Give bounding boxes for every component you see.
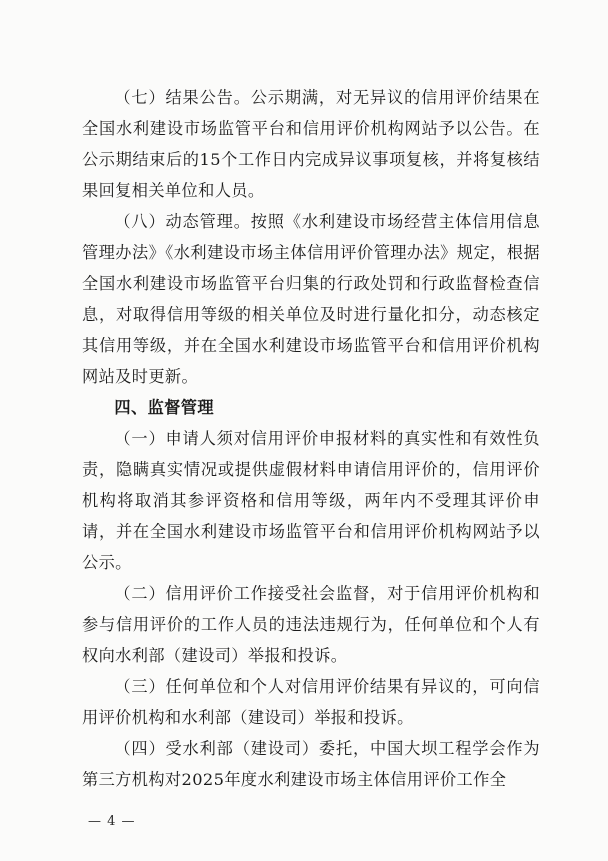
document-body (82, 82, 540, 795)
paragraph-supervision-4: （四）受水利部（建设司）委托，中国大坝工程学会作为第三方机构对2025年度水利建设市场主体信用评价工作全 (82, 739, 540, 789)
paragraph-supervision-2: （二）信用评价工作接受社会监督，对于信用评价机构和参与信用评价的工作人员的违法违规行为，任何单位和个人有权向水利部（建设司）举报和投诉。 (82, 584, 540, 665)
paragraph-supervision-1: （一）申请人须对信用评价申报材料的真实性和有效性负责，隐瞒真实情况或提供虚假材料申请信用评价的，信用评价机构将取消其参评资格和信用等级，两年内不受理其评价申请，并在全国水利建设市场监管平台和信用评价机构网站予以公示。 (82, 429, 540, 572)
section-heading-supervision: 四、监督管理 (114, 398, 214, 417)
paragraph-dynamic-management: （八）动态管理。按照《水利建设市场经营主体信用信息管理办法》《水利建设市场主体信用评价管理办法》规定，根据全国水利建设市场监管平台归集的行政处罚和行政监督检查信息，对取得信用等级的相关单位及时进行量化扣分，动态核定其信用等级，并在全国水利建设市场监管平台和信用评价机构网站及时更新。 (82, 212, 540, 386)
paragraph-supervision-3: （三）任何单位和个人对信用评价结果有异议的，可向信用评价机构和水利部（建设司）举报和投诉。 (82, 677, 540, 727)
paragraph-result-announcement: （七）结果公告。公示期满，对无异议的信用评价结果在全国水利建设市场监管平台和信用评价机构网站予以公告。在公示期结束后的15个工作日内完成异议事项复核，并将复核结果回复相关单位和人员。 (82, 88, 540, 200)
page-number: — 4 — (88, 814, 136, 829)
